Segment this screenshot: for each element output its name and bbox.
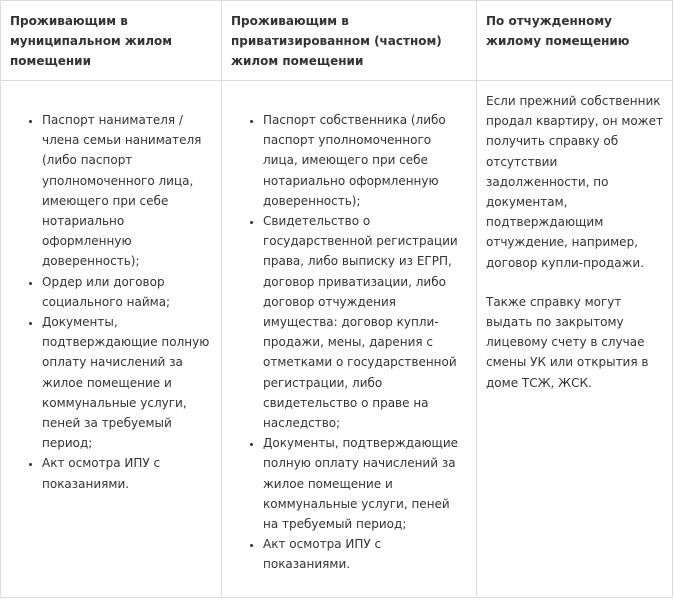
private-documents-list xyxy=(231,110,468,575)
cell-alienated xyxy=(477,81,673,598)
cell-private xyxy=(222,81,477,598)
municipal-documents-list xyxy=(10,110,213,494)
list-item: • Акт осмотра ИПУ с показаниями. xyxy=(42,453,213,493)
alienated-paragraph: Если прежний собственник продал квартиру, он может получить справку об отсутствии задолженности, по документам, подтверждающим отчуждение, например, договор купли-продажи. xyxy=(486,94,663,270)
list-item: • Ордер или договор социального найма; xyxy=(42,272,213,312)
header-alienated: По отчужденному жилому помещению xyxy=(477,1,673,81)
list-item: • Документы, подтверждающие полную оплату начислений за жилое помещение и коммунальные услуги, пеней на требуемый период; xyxy=(263,433,468,534)
list-item: • Свидетельство о государственной регистрации права, либо выписку из ЕГРП, договор приватизации, либо договор отчуждения имущества: договор купли-продажи, мены, дарения с отметками о государственной регистрации, либо свидетельство о праве на наследство; xyxy=(263,211,468,433)
table-body-row xyxy=(1,81,673,598)
list-item: • Документы, подтверждающие полную оплату начислений за жилое помещение и коммунальные услуги, пеней за требуемый период; xyxy=(42,312,213,453)
list-item: • Паспорт нанимателя / члена семьи нанимателя (либо паспорт уполномоченного лица, имеющего при себе нотариально оформленную доверенность); xyxy=(42,110,213,272)
alienated-paragraph: Также справку могут выдать по закрытому лицевому счету в случае смены УК или открытия в доме ТСЖ, ЖСК. xyxy=(486,294,649,390)
header-private: Проживающим в приватизированном (частном) жилом помещении xyxy=(222,1,477,81)
header-municipal: Проживающим в муниципальном жилом помещении xyxy=(1,1,222,81)
table-header-row xyxy=(1,1,673,81)
cell-municipal xyxy=(1,81,222,598)
list-item: • Паспорт собственника (либо паспорт уполномоченного лица, имеющего при себе нотариально оформленную доверенность); xyxy=(263,110,468,211)
list-item: • Акт осмотра ИПУ с показаниями. xyxy=(263,534,468,574)
